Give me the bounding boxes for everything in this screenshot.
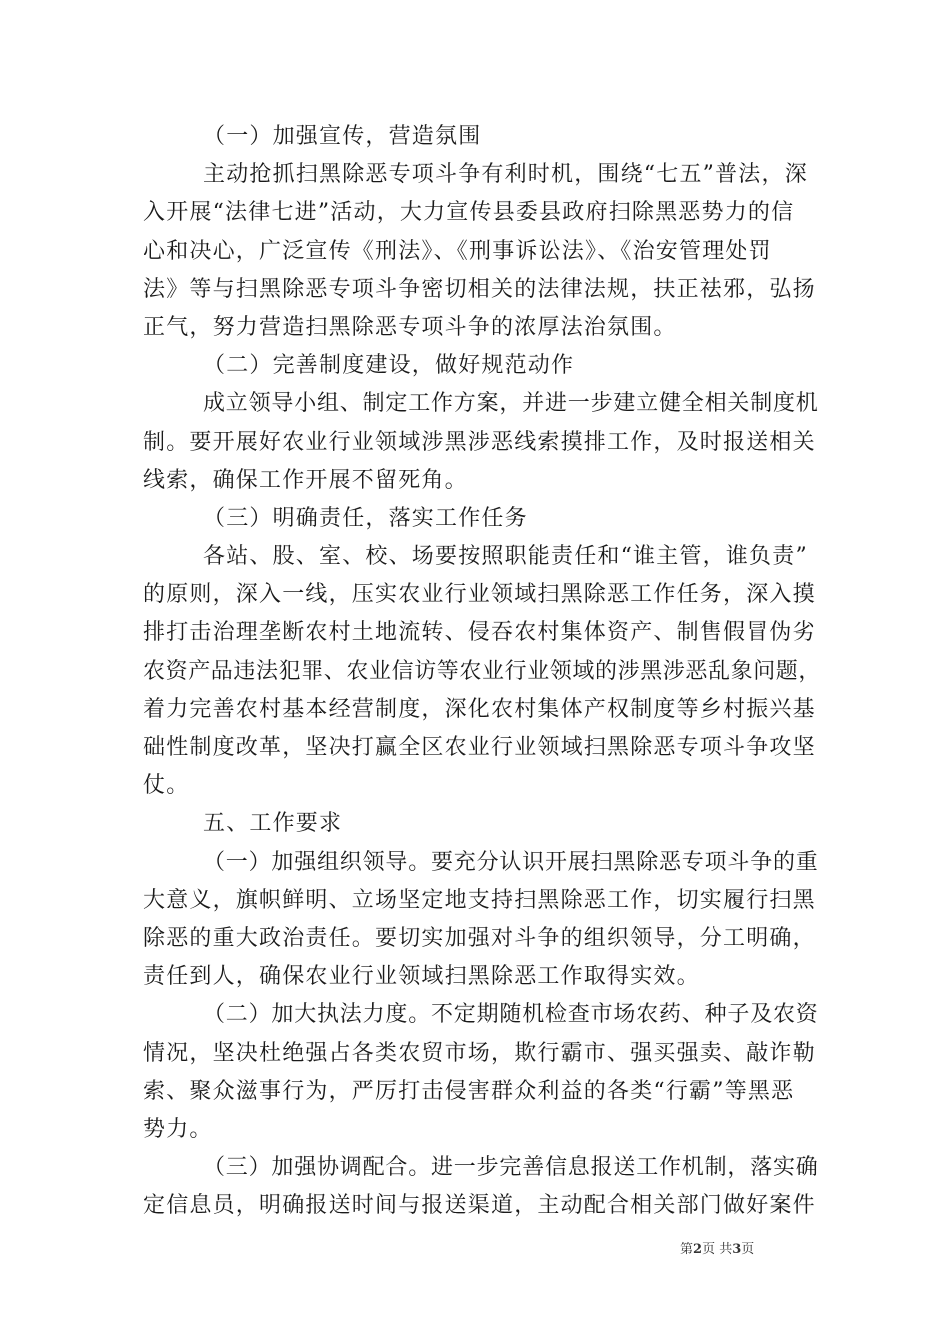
text-line: 线索，确保工作开展不留死角。 (143, 467, 468, 493)
text-line: （一）加强组织领导。要充分认识开展扫黑除恶专项斗争的重 (203, 849, 819, 875)
text-line: 大意义，旗帜鲜明、立场坚定地支持扫黑除恶工作，切实履行扫黑 (143, 887, 816, 913)
total-page-number: 3 (732, 1242, 742, 1257)
text-line: （二）加大执法力度。不定期随机检查市场农药、种子及农资 (203, 1002, 819, 1028)
document-body (143, 118, 823, 1225)
text-line: 责任到人，确保农业行业领域扫黑除恶工作取得实效。 (143, 964, 700, 990)
text-line: 础性制度改革，坚决打赢全区农业行业领域扫黑除恶专项斗争攻坚 (143, 735, 816, 760)
text-line: 着力完善农村基本经营制度，深化农村集体产权制度等乡村振兴基 (143, 696, 816, 722)
text-line: 势力。 (143, 1116, 213, 1142)
text-line: 主动抢抓扫黑除恶专项斗争有利时机，围绕“七五”普法，深 (203, 162, 808, 188)
text-line: 成立领导小组、制定工作方案，并进一步建立健全相关制度机 (203, 391, 819, 417)
text-line: 除恶的重大政治责任。要切实加强对斗争的组织领导，分工明确， (143, 925, 816, 951)
page-footer (680, 1241, 840, 1259)
text-line: （一）加强宣传，营造氛围 (203, 124, 482, 149)
footer-middle: 页 共 (702, 1242, 733, 1257)
text-line: 仗。 (143, 773, 190, 799)
text-line: 各站、股、室、校、场要按照职能责任和“谁主管，谁负责” (203, 544, 808, 570)
text-line: 定信息员，明确报送时间与报送渠道，主动配合相关部门做好案件 (143, 1193, 816, 1219)
text-line: 农资产品违法犯罪、农业信访等农业行业领域的涉黑涉恶乱象问题， (143, 658, 822, 684)
footer-suffix: 页 (741, 1242, 755, 1257)
text-line: 法》等与扫黑除恶专项斗争密切相关的法律法规，扶正祛邪，弘扬 (143, 276, 816, 302)
text-line: 五、工作要求 (203, 811, 343, 837)
text-line: 心和决心，广泛宣传《刑法》、《刑事诉讼法》、《治安管理处罚 (143, 238, 772, 264)
current-page-number: 2 (693, 1242, 703, 1257)
text-line: 正气，努力营造扫黑除恶专项斗争的浓厚法治氛围。 (143, 314, 677, 340)
text-line: 的原则，深入一线，压实农业行业领域扫黑除恶工作任务，深入摸 (143, 582, 816, 608)
text-line: （三）加强协调配合。进一步完善信息报送工作机制，落实确 (203, 1155, 819, 1181)
text-line: （三）明确责任，落实工作任务 (203, 505, 528, 531)
text-line: 排打击治理垄断农村土地流转、侵吞农村集体资产、制售假冒伪劣 (143, 620, 816, 646)
text-line: 制。要开展好农业行业领域涉黑涉恶线索摸排工作，及时报送相关 (143, 429, 816, 455)
text-line: （二）完善制度建设，做好规范动作 (203, 353, 575, 379)
text-line: 入开展“法律七进”活动，大力宣传县委县政府扫除黑恶势力的信 (143, 200, 795, 226)
text-line: 索、聚众滋事行为，严厉打击侵害群众利益的各类“行霸”等黑恶 (143, 1078, 795, 1104)
footer-prefix: 第 (680, 1242, 694, 1257)
text-line: 情况，坚决杜绝强占各类农贸市场，欺行霸市、强买强卖、敲诈勒 (143, 1040, 816, 1066)
